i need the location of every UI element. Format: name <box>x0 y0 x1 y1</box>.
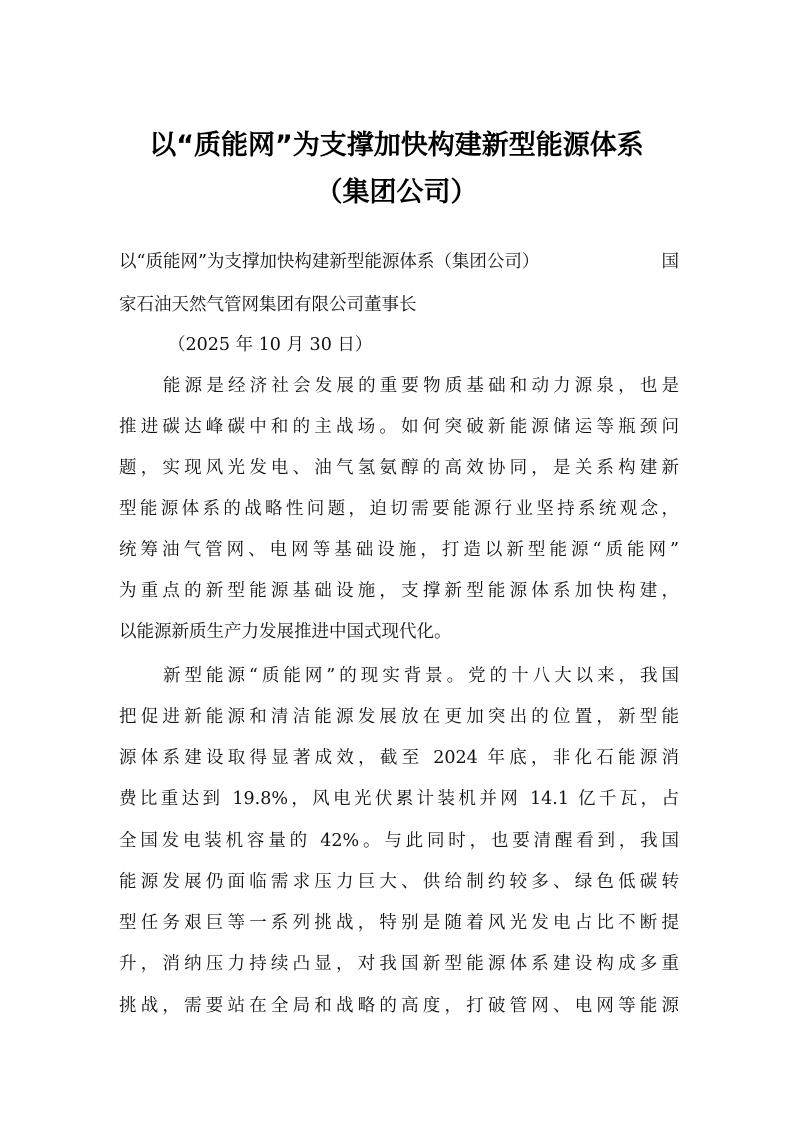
byline-line-1 <box>119 250 679 274</box>
paragraph-1-line: 型能源体系的战略性问题，迫切需要能源行业坚持系统观念， <box>119 499 679 519</box>
paragraph-1-line: 能源是经济社会发展的重要物质基础和动力源泉，也是 <box>163 376 679 396</box>
document-title-line-1: 以“质能网”为支撑加快构建新型能源体系 <box>149 130 644 161</box>
paragraph-1-line: 以能源新质生产力发展推进中国式现代化。 <box>119 622 452 642</box>
byline-author-start: 国 <box>661 252 679 272</box>
paragraph-2-line: 把促进新能源和清洁能源发展放在更加突出的位置，新型能 <box>119 707 679 727</box>
document-date: （2025 年 10 月 30 日） <box>168 335 373 355</box>
paragraph-2-line: 挑战，需要站在全局和战略的高度，打破管网、电网等能源 <box>119 996 679 1016</box>
document-title-line-2: （集团公司） <box>315 177 478 208</box>
paragraph-1-line: 推进碳达峰碳中和的主战场。如何突破新能源储运等瓶颈问 <box>119 417 679 437</box>
paragraph-2-line: 全国发电装机容量的 42%。与此同时，也要清醒看到，我国 <box>119 831 679 851</box>
paragraph-2-line: 型任务艰巨等一系列挑战，特别是随着风光发电占比不断提 <box>119 913 679 933</box>
paragraph-1-line: 为重点的新型能源基础设施，支撑新型能源体系加快构建， <box>119 581 679 601</box>
byline-title: 以“质能网”为支撑加快构建新型能源体系（集团公司） <box>119 252 540 272</box>
paragraph-2-line: 新型能源“质能网”的现实背景。党的十八大以来，我国 <box>163 666 679 686</box>
paragraph-2-line: 源体系建设取得显著成效，截至 2024 年底，非化石能源消 <box>119 748 679 768</box>
paragraph-2-line: 能源发展仍面临需求压力巨大、供给制约较多、绿色低碳转 <box>119 872 679 892</box>
paragraph-2-line: 费比重达到 19.8%，风电光伏累计装机并网 14.1 亿千瓦，占 <box>119 789 679 809</box>
paragraph-1-line: 统筹油气管网、电网等基础设施，打造以新型能源“质能网” <box>119 540 679 560</box>
byline-author: 家石油天然气管网集团有限公司董事长 <box>119 295 417 315</box>
paragraph-2-line: 升，消纳压力持续凸显，对我国新型能源体系建设构成多重 <box>119 954 679 974</box>
paragraph-1-line: 题，实现风光发电、油气氢氨醇的高效协同，是关系构建新 <box>119 458 679 478</box>
